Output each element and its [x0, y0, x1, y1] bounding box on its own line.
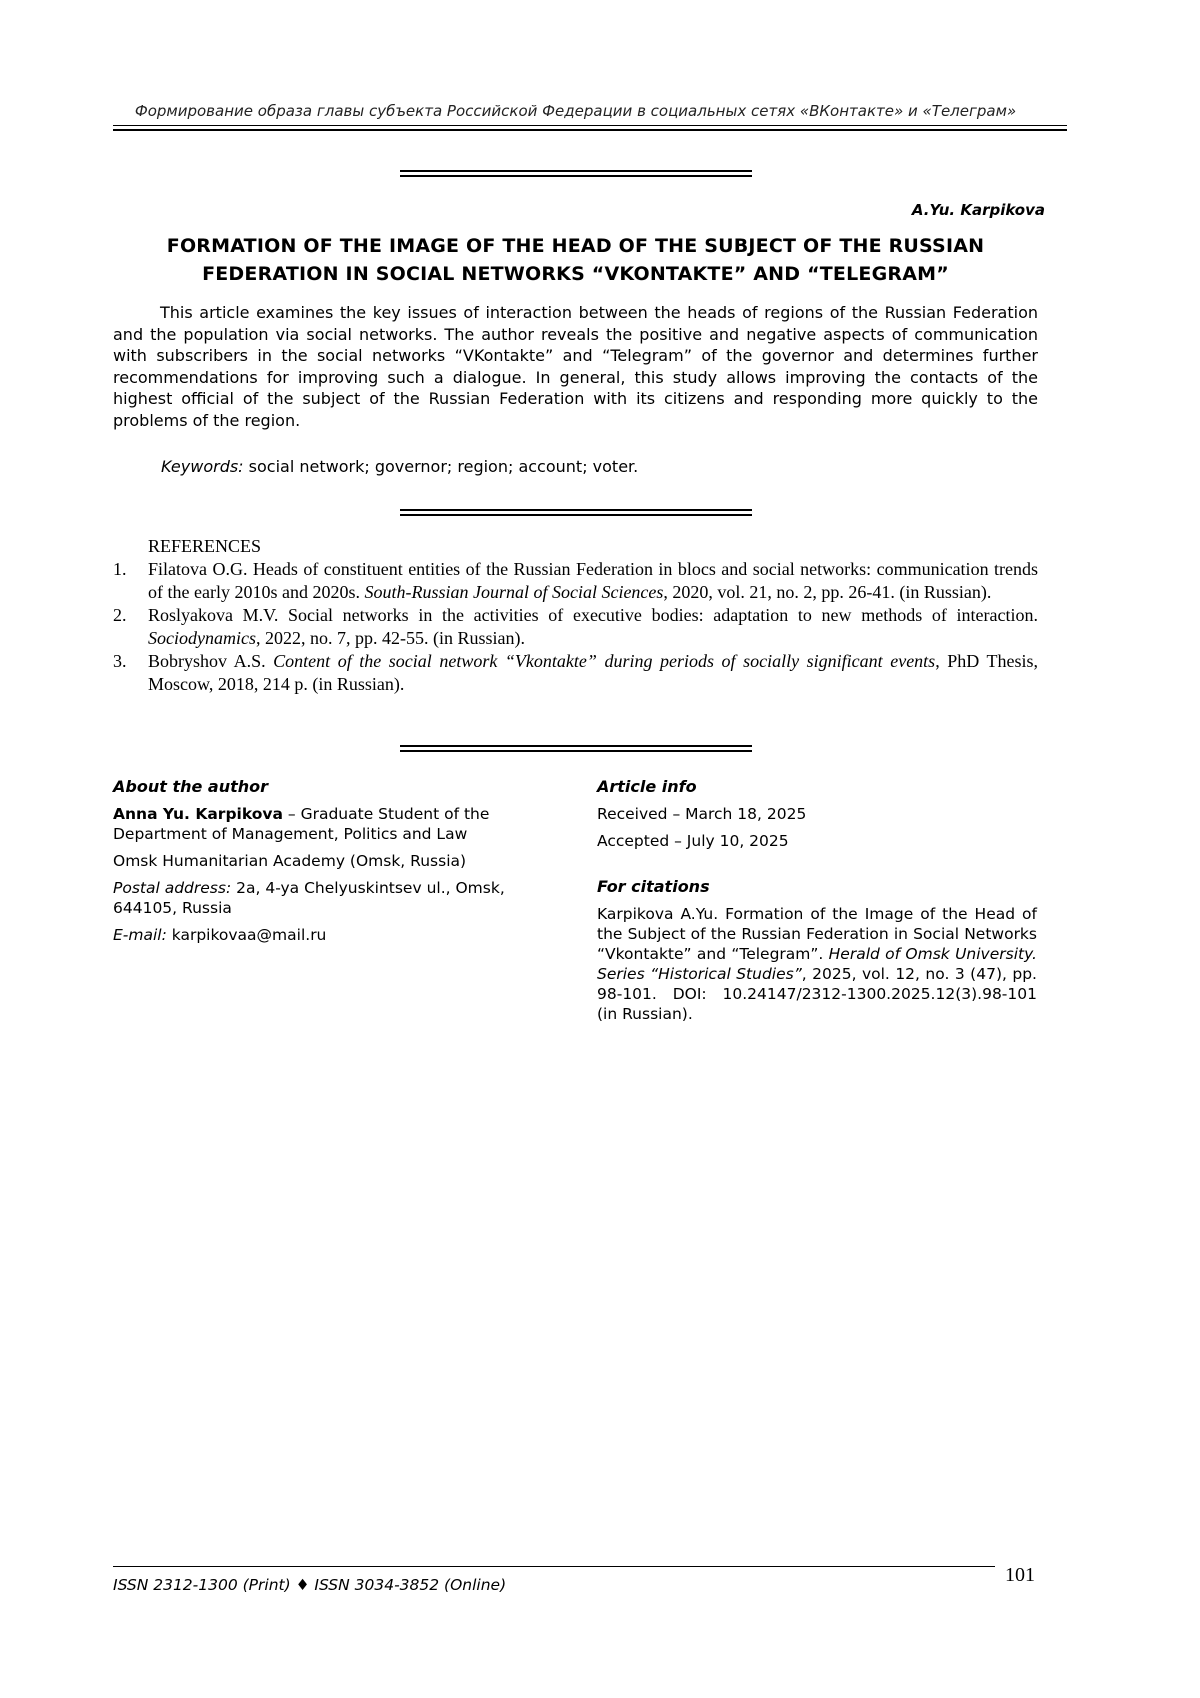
abstract: This article examines the key issues of interaction between the heads of regions of the Russian Federation and the population via social networks. The author reveals the positive and negative aspects of communication with subscribers in the social networks “VKontakte” and “Telegram” of the governor and determines further recommendations for improving such a dialogue. In general, this study allows improving the contacts of the highest official of the subject of the Russian Federation with its citizens and responding more quickly to the problems of the region.	[113, 303, 1038, 430]
separator-top	[400, 170, 752, 177]
reference-number: 3.	[113, 651, 127, 671]
references-section	[113, 535, 1038, 696]
about-author-heading: About the author	[113, 777, 269, 796]
separator-bottom	[400, 745, 752, 752]
author-name-short: A.Yu. Karpikova	[911, 201, 1045, 219]
references-heading: REFERENCES	[148, 536, 262, 556]
postal-address: Postal address: 2a, 4-ya Chelyuskintsev ul., Omsk, 644105, Russia	[113, 879, 505, 917]
page-number: 101	[1005, 1564, 1035, 1586]
accepted-date: Accepted – July 10, 2025	[597, 832, 789, 850]
reference-item	[113, 650, 1038, 696]
keywords-label: Keywords:	[161, 457, 244, 476]
reference-text: Bobryshov A.S. Content of the social network “Vkontakte” during periods of socially significant events, PhD Thesis, Moscow, 2018, 214 p. (in Russian).	[148, 651, 1038, 694]
issn-line: ISSN 2312-1300 (Print) ♦ ISSN 3034-3852 (Online)	[113, 1576, 507, 1594]
author-email: E-mail: karpikovaa@mail.ru	[113, 926, 327, 944]
running-head: Формирование образа главы субъекта Российской Федерации в социальных сетях «ВКонтакте» и «Телеграм»	[134, 102, 1017, 120]
author-description: Anna Yu. Karpikova – Graduate Student of the Department of Management, Politics and Law	[113, 805, 490, 843]
citations-heading: For citations	[597, 877, 710, 896]
article-info-column	[597, 777, 1037, 1024]
author-organization: Omsk Humanitarian Academy (Omsk, Russia)	[113, 852, 467, 870]
header-rule	[113, 125, 1067, 131]
reference-text: Roslyakova M.V. Social networks in the activities of executive bodies: adaptation to new methods of interaction. Sociodynamics, 2022, no. 7, pp. 42-55. (in Russian).	[148, 605, 1038, 648]
footer-rule	[113, 1566, 995, 1567]
citation-text: Karpikova A.Yu. Formation of the Image of the Head of the Subject of the Russian Federation in Social Networks “Vkontakte” and “Telegram”. Herald of Omsk University. Series “Historical Studies”, 2025, vol. 12, no. 3 (47), pp. 98-101. DOI: 10.24147/2312-1300.2025.12(3).98-101 (in Russian).	[597, 905, 1037, 1023]
title-line-1: FORMATION OF THE IMAGE OF THE HEAD OF THE SUBJECT OF THE RUSSIAN	[166, 235, 985, 257]
title-line-2: FEDERATION IN SOCIAL NETWORKS “VKONTAKTE” AND “TELEGRAM”	[202, 263, 949, 285]
author-full-name: Anna Yu. Karpikova	[113, 805, 283, 823]
keywords	[161, 457, 638, 476]
received-date: Received – March 18, 2025	[597, 805, 807, 823]
separator-middle	[400, 509, 752, 516]
article-title	[113, 232, 1038, 288]
reference-number: 2.	[113, 605, 127, 625]
reference-item	[113, 558, 1038, 604]
keywords-list: social network; governor; region; account; voter.	[248, 457, 639, 476]
reference-item	[113, 604, 1038, 650]
reference-number: 1.	[113, 559, 127, 579]
article-info-heading: Article info	[597, 777, 697, 796]
about-author-column	[113, 777, 558, 952]
reference-text: Filatova O.G. Heads of constituent entities of the Russian Federation in blocs and social networks: communication trends of the early 2010s and 2020s. South-Russian Journal of Social Sciences, 2020, vol. 21, no. 2, pp. 26-41. (in Russian).	[148, 559, 1038, 602]
